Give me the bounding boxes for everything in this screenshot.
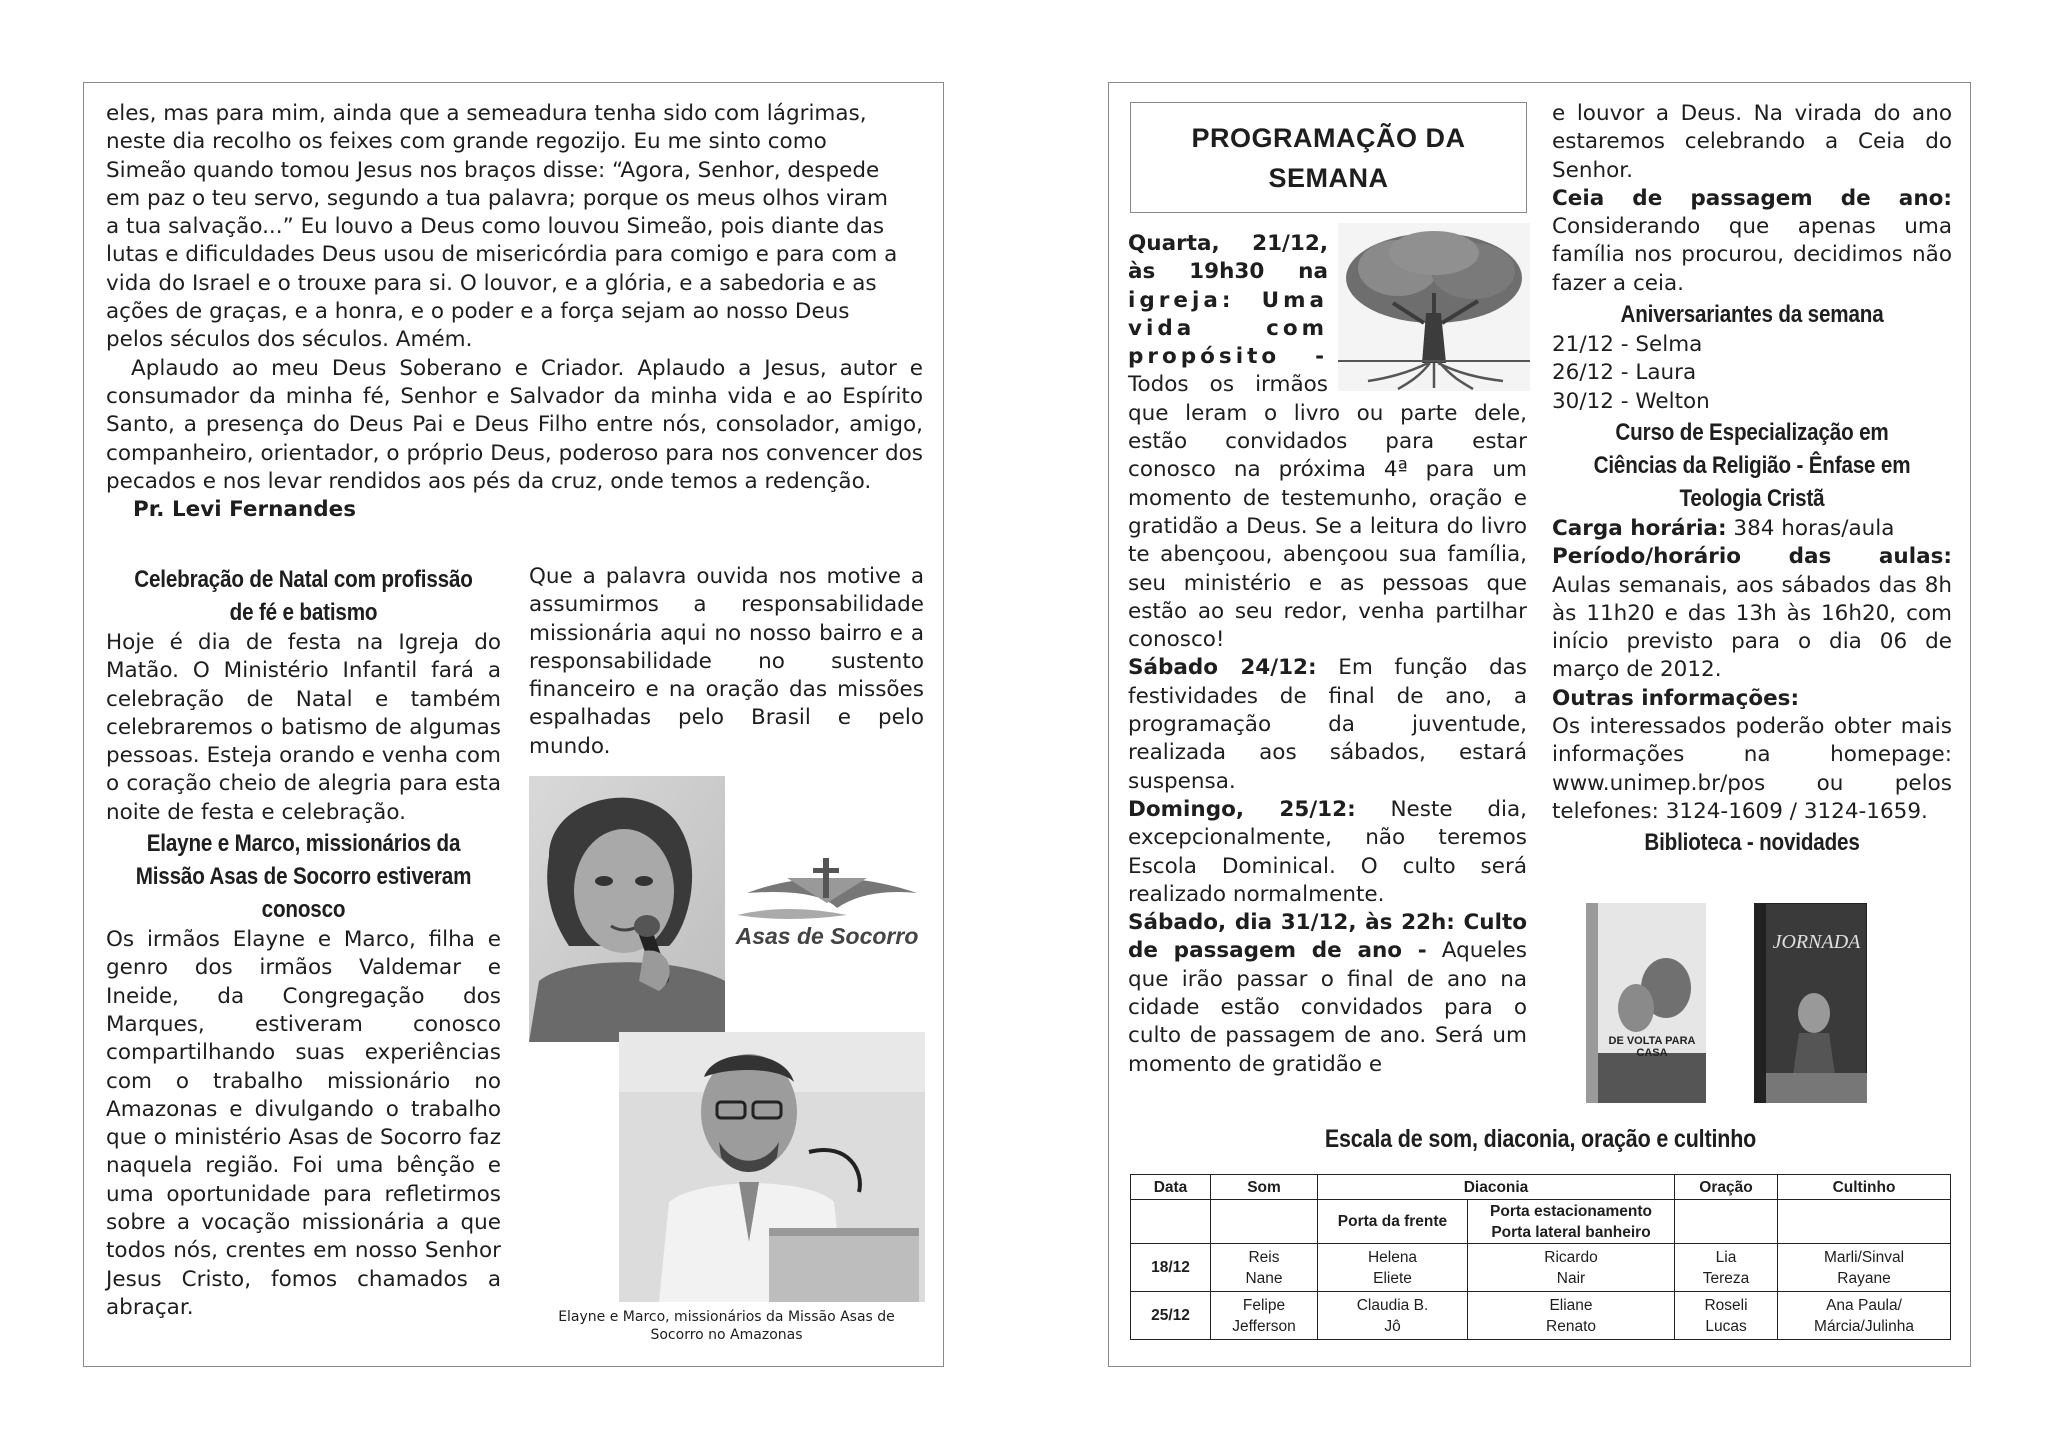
text-line: Simeão quando tomou Jesus nos braços disse: “Agora, Senhor, despede [106,157,880,183]
sunday25-label: Domingo, 25/12: [1128,796,1356,822]
saturday31-label: Sábado, dia 31/12, às 22h: Culto de passagem de ano - [1128,910,1527,964]
christmas-text: Hoje é dia de festa na Igreja do Matão. O Ministério Infantil fará a celebração de Natal e também celebraremos o batismo de algumas pessoas. Esteja orando e venha com o coração cheio de alegria para esta noite de festa e celebração. [106,630,501,825]
cell [1211,1244,1318,1292]
logo-text: Asas de Socorro [735,923,919,949]
ceia-paragraph [1552,185,1952,298]
cell-line: Felipe [1242,1296,1286,1314]
text-line: vida do Israel e o trouxe para si. O louvor, e a glória, e a sabedoria e as [106,270,877,296]
text-line: às 19h30 na [1128,259,1328,285]
birthday-item: 26/12 - Laura [1552,360,1697,386]
cell [1318,1244,1468,1292]
program-title-text: PROGRAMAÇÃO DA SEMANA [1191,122,1466,193]
asas-de-socorro-logo [727,853,927,953]
photo-caption: Elayne e Marco, missionários da Missão Asas de Socorro no Amazonas [558,1309,895,1343]
cell-line: Nair [1556,1269,1586,1287]
elayne-photo [529,776,725,1042]
cell-line: Nane [1245,1269,1283,1287]
text-line: ações de graças, e a honra, e o poder e a força sejam ao nosso Deus [106,299,850,325]
cell-line: Marli/Sinval [1823,1248,1905,1266]
dvd-title: DE VOLTA PARA CASA [1608,1035,1696,1059]
cell-line: Renato [1546,1317,1596,1335]
saturday24-text: Em função das festividades de final de ano, a programação da juventude, realizada aos sábados, estará suspensa. [1128,655,1527,794]
table-row [1131,1292,1951,1340]
wednesday-text: que leram o livro ou parte dele, estão convidados para estar conosco na próxima 4ª para um momento de testemunho, oração e gratidão a Deus. Se a leitura do livro te abençoou, abençoou sua família, seu ministério e as pessoas que estão ao seu redor, venha partilhar conosco! [1128,400,1527,653]
workload-label: Carga horária: [1552,515,1727,541]
empty-cell [1675,1200,1778,1244]
other-info-text: Os interessados poderão obter mais informações na homepage: www.unimep.br/pos ou pelos telefones: 3124-1609 / 3124-1659. [1552,714,1952,824]
cell-line: Ana Paula/ [1826,1296,1902,1314]
subheader-line: Porta estacionamento [1490,1202,1652,1220]
cell-line: Reis [1248,1248,1280,1266]
cell [1318,1292,1468,1340]
subheader-cell [1468,1200,1675,1244]
right-page [1108,82,1971,1367]
applause-paragraph: Aplaudo ao meu Deus Soberano e Criador. Aplaudo a Jesus, autor e consumador da minha fé, Senhor e Salvador da minha vida e ao Espírito Santo, a presença do Deus Pai e Deus Filho entre nós, consolador, amigo, companheiro, orientador, o próprio Deus, poderoso para nos convencer dos pecados e nos levar rendidos aos pés da cruz, onde temos a redenção. [106,355,923,494]
course-heading: Curso de Especialização em Ciências da Religião - Ênfase em Teologia Cristã [1593,418,1911,512]
left-page [83,82,944,1367]
cell [1778,1244,1951,1292]
cell-line: Eliete [1373,1269,1412,1287]
missionaries-heading: Elayne e Marco, missionários da Missão Asas de Socorro estiveram conosco [135,830,472,924]
ceia-label: Ceia de passagem de ano: [1552,185,1952,211]
program-column [1128,230,1527,1079]
header-cell: Som [1211,1175,1318,1200]
header-cell: Cultinho [1778,1175,1951,1200]
cell-line: Jô [1384,1317,1401,1335]
table-header-row [1131,1175,1951,1200]
other-info-label: Outras informações: [1552,685,1800,711]
schedule-table [1130,1174,1951,1340]
text-line: Quarta, 21/12, [1128,231,1328,256]
text-line: em paz o teu servo, segundo a tua palavra; porque os meus olhos viram [106,185,888,211]
date-cell: 18/12 [1131,1244,1211,1292]
saturday24-paragraph [1128,654,1527,795]
continuation-text: e louvor a Deus. Na virada do ano estaremos celebrando a Ceia do Senhor. [1552,101,1952,183]
saturday24-label: Sábado 24/12: [1128,655,1317,681]
dvd-cover-jornada [1754,903,1867,1103]
text-line: a tua salvação...” Eu louvo a Deus como louvou Simeão, pois diante das [106,214,885,240]
saturday31-paragraph [1128,909,1527,1079]
cell-line: Rayane [1837,1269,1891,1287]
cell-line: Jefferson [1232,1317,1296,1335]
cell-line: Lucas [1705,1317,1747,1335]
header-cell: Oração [1675,1175,1778,1200]
subheader-line: Porta lateral banheiro [1491,1223,1651,1241]
missionaries-text: Os irmãos Elayne e Marco, filha e genro dos irmãos Valdemar e Ineide, da Congregação dos Marques, estiveram conosco compartilhando suas experiências com o trabalho missionário no Amazonas e divulgando o trabalho que o ministério Asas de Socorro faz naquela região. Foi uma bênção e uma oportunidade para refletirmos sobre a vocação missionária a que todos nós, crentes em nosso Senhor Jesus Cristo, fomos chamados a abraçar. [106,927,501,1320]
ceia-text: Considerando que apenas uma família nos procurou, decidimos não fazer a ceia. [1552,214,1952,296]
birthday-item: 21/12 - Selma [1552,332,1703,358]
text-line: Todos os irmãos [1128,372,1328,398]
info-column [1552,100,1952,859]
text-line: lutas e dificuldades Deus usou de misericórdia para comigo e para com a [106,242,898,268]
cell-line: Helena [1367,1248,1418,1266]
workload [1552,515,1952,543]
christmas-heading: Celebração de Natal com profissão de fé e batismo [134,566,473,626]
birthdays-heading: Aniversariantes da semana [1620,301,1884,329]
workload-value: 384 horas/aula [1733,515,1895,541]
period-label: Período/horário das aulas: [1552,544,1952,570]
wednesday-title [1128,230,1328,400]
cell-line: Ricardo [1544,1248,1598,1266]
cell-line: Claudia B. [1356,1296,1429,1314]
left-column [106,563,501,1322]
cell-line: Eliane [1549,1296,1593,1314]
program-title [1130,102,1527,213]
sunday25-paragraph [1128,796,1527,909]
text-line: propósito - [1128,344,1328,370]
header-cell: Diaconia [1318,1175,1675,1200]
cell [1675,1292,1778,1340]
schedule-heading: Escala de som, diaconia, oração e cultinho [1324,1125,1757,1153]
cell [1468,1292,1675,1340]
period-text: Aulas semanais, aos sábados das 8h às 11h20 e das 13h às 16h20, com início previsto para o dia 06 de março de 2012. [1552,572,1952,683]
birthday-item: 30/12 - Welton [1552,388,1710,414]
dvd-image [1586,903,1706,1103]
cell [1778,1292,1951,1340]
date-cell: 25/12 [1131,1292,1211,1340]
intro-text [106,100,923,524]
text-line: igreja: Uma [1128,287,1328,313]
text-line: neste dia recolho os feixes com grande regozijo. Eu me sinto como [106,129,827,155]
text-line: pelos séculos dos séculos. Amém. [106,327,473,353]
cell [1468,1244,1675,1292]
sunday25-text: Neste dia, excepcionalmente, não teremos Escola Dominical. O culto será realizado normalmente. [1128,796,1527,907]
subheader-cell: Porta da frente [1318,1200,1468,1244]
marco-image [619,1032,925,1302]
marco-photo [619,1032,925,1302]
header-cell: Data [1131,1175,1211,1200]
saturday31-text: Aqueles que irão passar o final de ano na cidade estão convidados para o culto de passagem de ano. Será um momento de gratidão e [1128,938,1527,1077]
cell [1675,1244,1778,1292]
empty-cell [1211,1200,1318,1244]
text-line: vida com [1128,315,1328,341]
elayne-image [529,776,725,1042]
library-heading: Biblioteca - novidades [1644,829,1860,857]
cell-line: Márcia/Julinha [1814,1317,1914,1335]
signature: Pr. Levi Fernandes [133,497,356,523]
cell-line: Lia [1715,1248,1737,1266]
cell [1211,1292,1318,1340]
text-line: eles, mas para mim, ainda que a semeadura tenha sido com lágrimas, [106,101,867,126]
empty-cell [1131,1200,1211,1244]
cell-line: Roseli [1704,1296,1748,1314]
dvd-title: JORNADA [1772,931,1861,953]
empty-cell [1778,1200,1951,1244]
dvd-cover-de-volta-para-casa [1586,903,1706,1103]
schedule-table-wrap [1130,1174,1951,1340]
table-subheader-row [1131,1200,1951,1244]
table-row [1131,1244,1951,1292]
mission-text: Que a palavra ouvida nos motive a assumirmos a responsabilidade missionária aqui no nosso bairro e a responsabilidade no sustento financeiro e na oração das missões espalhadas pelo Brasil e pelo mundo. [529,564,924,759]
cell-line: Tereza [1702,1269,1750,1287]
